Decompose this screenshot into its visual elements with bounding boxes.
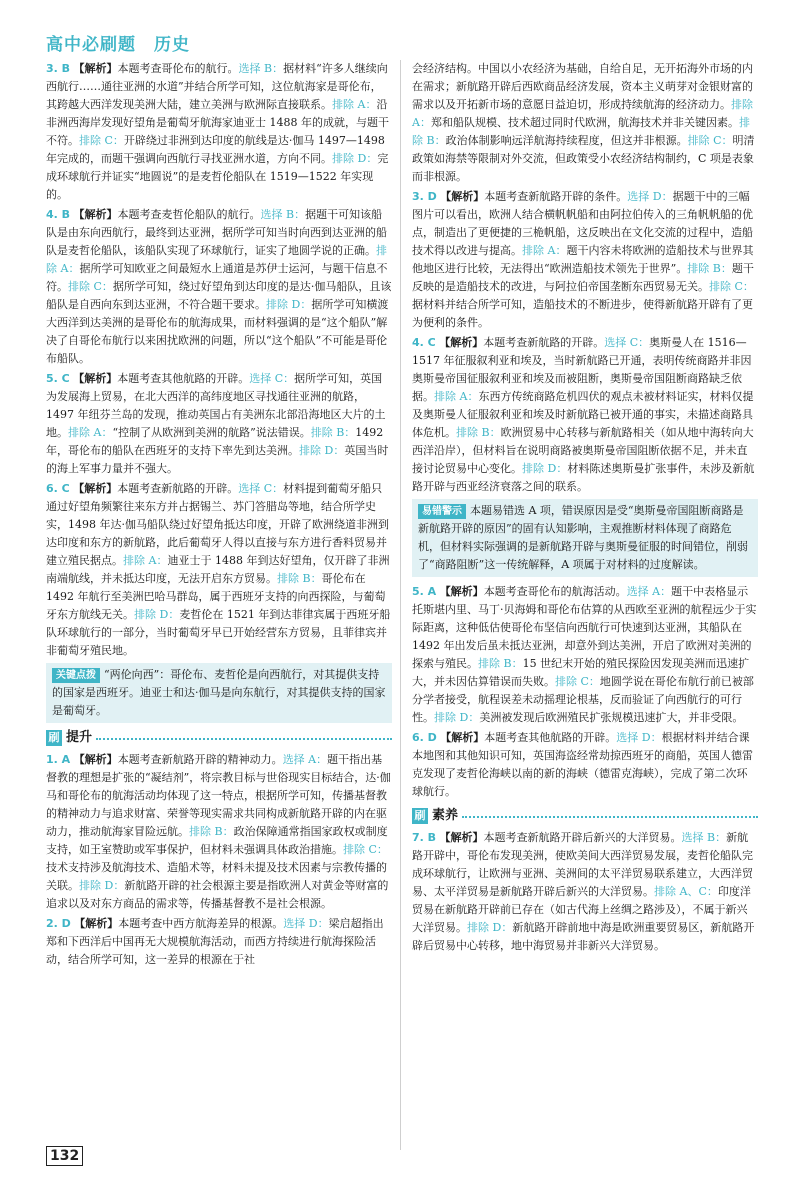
- answer-5: [46, 370, 392, 478]
- choice-label: 排除 D：: [434, 711, 480, 724]
- choice-label: 排除 A：: [434, 390, 479, 403]
- choice-label: 排除 A：: [332, 98, 377, 111]
- choice-label: 排除 D：: [134, 608, 180, 621]
- text: 本题考查新航路的开辟。: [117, 482, 239, 495]
- choice-label: 排除 D：: [332, 152, 378, 165]
- text: 据题干可知该船队是由东向西航行，最终到达亚洲，据所学可知当时向西到达亚洲的船队是麦哲伦船队，该船队实现了环球航行，证实了地圆学说的正确。: [46, 208, 387, 257]
- text: 欧洲贸易中心转移与新航路相关（如从地中海转向大西洋沿岸），但材料旨在说明商路被奥斯曼帝国阻断依据不足，并未直接讨论贸易中心变化。: [412, 426, 754, 475]
- text: 本题考查中西方航海差异的根源。: [118, 917, 284, 930]
- analysis-tag: 【解析】: [73, 482, 118, 495]
- brush-icon: 刷: [46, 730, 62, 746]
- text: 哥伦布在 1492 年航行至美洲巴哈马群岛，属于西班牙支持的向西探险，与葡萄牙东方航线无关。: [46, 572, 386, 621]
- text: 题干反映的是造船技术的改进，与阿拉伯帝国垄断东西贸易无关。: [412, 262, 754, 293]
- choice-label: 选择 B：: [238, 62, 284, 75]
- text: 据所学可知横渡大西洋到达美洲的是哥伦布的航海成果，而材料强调的是“这个船队”解决了自哥伦布航行以来困扰欧洲的问题，所以“这个船队”不可能是哥伦布船队。: [46, 298, 389, 365]
- text: 本题考查新航路开辟的精神动力。: [117, 753, 283, 766]
- answer-p7: [412, 829, 758, 955]
- answer-p3: [412, 188, 758, 332]
- text: 据所学可知，绕过好望角到达印度的是达·伽马船队，且该船队是自西向东到达亚洲，不符合题干要求。: [46, 280, 392, 311]
- choice-label: 排除 A：: [522, 244, 567, 257]
- text: 完成环球航行并证实“地圆说”的是麦哲伦船队在 1519—1522 年实现的。: [46, 152, 389, 201]
- text: 英国当时的海上军事力量并不强大。: [46, 444, 389, 475]
- question-number: 1. A: [46, 753, 71, 766]
- analysis-tag: 【解析】: [439, 336, 484, 349]
- choice-label: 排除 C：: [343, 843, 388, 856]
- choice-label: 选择 C：: [249, 372, 295, 385]
- analysis-tag: 【解析】: [439, 585, 484, 598]
- choice-label: 排除 B：: [277, 572, 322, 585]
- choice-label: 排除 D：: [522, 462, 568, 475]
- choice-label: 排除 D：: [79, 879, 125, 892]
- choice-label: 排除 C：: [68, 280, 113, 293]
- choice-label: 排除 A：: [123, 554, 168, 567]
- text: 新航路开辟前地中海是欧洲重要贸易区，新航路开辟后贸易中心转移，地中海贸易并非新兴大洋贸易。: [412, 921, 755, 952]
- choice-label: 排除 B：: [456, 426, 501, 439]
- text: 政治体制影响远洋航海持续程度，但这并非根源。: [445, 134, 688, 147]
- question-number: 5. C: [46, 372, 70, 385]
- answer-4: [46, 206, 392, 368]
- choice-label: 选择 A：: [626, 585, 672, 598]
- answer-p2: [46, 915, 392, 969]
- text: 新航路开辟中，哥伦布发现美洲，使欧美间大西洋贸易发展，麦哲伦船队完成环球航行，让欧洲与亚洲、美洲间的太平洋贸易联系建立，大西洋贸易、太平洋贸易是新航路开辟后新兴的大洋贸易。: [412, 831, 753, 898]
- text: 本题考查哥伦布的航海活动。: [483, 585, 627, 598]
- analysis-tag: 【解析】: [73, 372, 118, 385]
- choice-label: 排除 A：: [412, 98, 753, 129]
- text: 郑和船队规模、技术超过同时代欧洲，航海技术并非关键因素。: [430, 116, 739, 129]
- text: 政治保障通常指国家政权或制度支持，如王室赞助或军事保护，但材料未强调具体政治措施。: [46, 825, 388, 856]
- analysis-tag: 【解析】: [73, 753, 118, 766]
- key-tip-text: “两伦向西”：哥伦布、麦哲伦是向西航行，对其提供支持的国家是西班牙。迪亚士和达·伽马是向东航行，对其提供支持的国家是葡萄牙。: [52, 668, 386, 717]
- text: 本题考查新航路的开辟。: [483, 336, 605, 349]
- text: 本题考查其他航路的开辟。: [484, 731, 617, 744]
- section-header-suyang: [412, 807, 758, 825]
- analysis-tag: 【解析】: [74, 917, 119, 930]
- text: 材料提到葡萄牙船只通过好望角频繁往来东方并占据锡兰、苏门答腊岛等地，结合所学史实，1498 年达·伽马船队绕过好望角抵达印度，开辟了欧洲绕道非洲到达印度和东方的新航路，此后葡萄牙人得以直接与东方进行香料贸易并建立殖民据点。: [46, 482, 389, 567]
- question-number: 3. B: [46, 62, 71, 75]
- question-number: 7. B: [412, 831, 437, 844]
- section-title: 素养: [432, 808, 459, 823]
- text: 技术支持涉及航海技术、造船术等，材料未提及技术因素与宗教传播的关联。: [46, 861, 387, 892]
- text: 开辟绕过非洲到达印度的航线是达·伽马 1497—1498 年完成的，而题干强调向西航行寻找亚洲水道，方向不同。: [46, 134, 385, 165]
- question-number: 4. B: [46, 208, 71, 221]
- question-number: 3. D: [412, 190, 437, 203]
- text: 东西方传统商路危机四伏的观点未被材料证实，材料仅提及奥斯曼人征服叙利亚和埃及时新航路已被开通的事实，未描述商路具体危机。: [412, 390, 754, 439]
- warning-label: 易错警示: [418, 504, 466, 519]
- warning-box: [412, 499, 758, 577]
- text: 本题考查其他航路的开辟。: [117, 372, 250, 385]
- choice-label: 选择 A：: [282, 753, 328, 766]
- answer-6: [46, 480, 392, 660]
- text: 材料陈述奥斯曼扩张事件，未涉及新航路开辟与西亚经济衰落之间的联系。: [412, 462, 755, 493]
- question-number: 6. D: [412, 731, 437, 744]
- choice-label: 排除 C：: [709, 280, 754, 293]
- text: 题干中表格显示托斯堪内里、马丁·贝海姆和哥伦布估算的从西欧至亚洲的航程远少于实际距离，这种低估使哥伦布坚信向西航行可快速到达亚洲，其船队在 1492 年出发后虽未抵达亚洲，却意外到达美洲，开启了欧洲对美洲的探索与殖民。: [412, 585, 757, 670]
- choice-label: 排除 C：: [79, 134, 124, 147]
- key-tip-box: [46, 663, 392, 723]
- text: “控制了从欧洲到美洲的航路”说法错误。: [112, 426, 311, 439]
- choice-label: 排除 C：: [555, 675, 600, 688]
- text: 据所学可知，英国为发展海上贸易，在北大西洋的高纬度地区寻找通往亚洲的航路，1497 年纽芬兰岛的发现，推动英国占有美洲东北部沿海地区大片的土地。: [46, 372, 386, 439]
- text: 新航路开辟的社会根源主要是指欧洲人对黄金等财富的追求以及对东方商品的需求等，传播基督教不是社会根源。: [46, 879, 389, 910]
- choice-label: 选择 B：: [681, 831, 727, 844]
- text: 本题考查新航路开辟的条件。: [484, 190, 628, 203]
- text: 明清政策如海禁等限制对外交流，但政策受小农经济结构制约，C 项是表象而非根源。: [412, 134, 755, 183]
- text: 据所学可知欧亚之间最短水上通道是苏伊士运河，与题干信息不符。: [46, 262, 388, 293]
- answer-p2-continued: [412, 60, 758, 186]
- text: 麦哲伦在 1521 年到达菲律宾属于西班牙船队环球航行的一部分，当时葡萄牙早已开始经营东方贸易，且菲律宾并非葡萄牙殖民地。: [46, 608, 391, 657]
- answer-p1: [46, 751, 392, 913]
- choice-label: 排除 B：: [310, 426, 356, 439]
- brush-icon: 刷: [412, 808, 428, 824]
- choice-label: 排除 D：: [467, 921, 513, 934]
- choice-label: 排除 D：: [266, 298, 312, 311]
- answer-p4: [412, 334, 758, 496]
- analysis-tag: 【解析】: [439, 831, 484, 844]
- text: 据材料并结合所学可知，造船技术的不断进步，使得新航路开辟有了更为便利的条件。: [412, 298, 753, 329]
- text: 题干内容未将欧洲的造船技术与世界其他地区进行比较，无法得出“欧洲造船技术领先于世界”。: [412, 244, 754, 275]
- text: 根据材料并结合课本地图和其他知识可知，英国海盗经常劫掠西班牙的商船，英国人德雷克发现了麦哲伦海峡以南的新的海峡（德雷克海峡），完成了第二次环球航行。: [412, 731, 753, 798]
- analysis-tag: 【解析】: [73, 62, 118, 75]
- analysis-tag: 【解析】: [440, 731, 485, 744]
- choice-label: 选择 D：: [283, 917, 329, 930]
- question-number: 4. C: [412, 336, 436, 349]
- analysis-tag: 【解析】: [73, 208, 118, 221]
- text: 据材料“许多人继续向西航行……通往亚洲的水道”并结合所学可知，这位航海家是哥伦布，其跨越大西洋发现美洲大陆，建立美洲与欧洲际直接联系。: [46, 62, 388, 111]
- choice-label: 排除 B：: [412, 116, 750, 147]
- right-column: [412, 60, 758, 957]
- text: 据题干中的三幅图片可以看出，欧洲人结合横帆帆船和由阿拉伯传入的三角帆帆船的优点，制造出了更便捷的三桅帆船，这反映出在文化交流的过程中，造船技术得以改进与提高。: [412, 190, 753, 257]
- left-column: [46, 60, 392, 971]
- analysis-tag: 【解析】: [440, 190, 485, 203]
- choice-label: 排除 B：: [189, 825, 234, 838]
- choice-label: 选择 B：: [260, 208, 306, 221]
- section-header-tisheng: [46, 729, 392, 747]
- text: 本题考查麦哲伦船队的航行。: [117, 208, 261, 221]
- choice-label: 排除 C：: [687, 134, 733, 147]
- column-divider: [400, 60, 401, 1150]
- key-tip-label: 关键点拨: [52, 668, 100, 683]
- warning-text: 本题易错选 A 项，错误原因是受“奥斯曼帝国阻断商路是新航路开辟的原因”的固有认知影响，主观推断材料体现了商路危机，但材料实际强调的是新航路开辟与奥斯曼征服的时间错位，削弱了“商路阻断”这一传统解释，A 项属于对材料的过度解读。: [418, 504, 748, 571]
- choice-label: 排除 A：: [68, 426, 113, 439]
- text: 迪亚士于 1488 年到达好望角，仅开辟了非洲南端航线，并未抵达印度，无法开启东方贸易。: [46, 554, 390, 585]
- text: 印度洋贸易在新航路开辟前已存在（如古代海上丝绸之路涉及），不属于新兴大洋贸易。: [412, 885, 751, 934]
- choice-label: 选择 D：: [627, 190, 673, 203]
- answer-p6: [412, 729, 758, 801]
- text: 1492 年，哥伦布的船队在西班牙的支持下率先到达美洲。: [46, 426, 384, 457]
- text: 美洲被发现后欧洲殖民扩张规模迅速扩大，并非受限。: [479, 711, 744, 724]
- text: 沿非洲西海岸发现好望角是葡萄牙航海家迪亚士 1488 年的成就，与题干不符。: [46, 98, 389, 147]
- answer-p5: [412, 583, 758, 727]
- text: 本题考查哥伦布的航行。: [117, 62, 239, 75]
- text: 地圆学说在哥伦布航行前已被部分学者接受，航程误差未动摇理论根基，反而验证了向西航行的可行性。: [412, 675, 754, 724]
- choice-label: 选择 C：: [238, 482, 284, 495]
- choice-label: 排除 A、C：: [654, 885, 718, 898]
- text: 题干指出基督教的理想是扩张的“凝结剂”，将宗教目标与世俗现实目标结合，达·伽马和哥伦布的航海活动均体现了这一特点，根据所学可知，传播基督教的精神动力与追求财富、荣誉等现实需求共同构成新航路开辟的内在驱动力，推动航海家冒险远航。: [46, 753, 391, 838]
- choice-label: 选择 D：: [616, 731, 662, 744]
- text: 本题考查新航路开辟后新兴的大洋贸易。: [483, 831, 682, 844]
- text: 15 世纪末开始的殖民探险因发现美洲而迅速扩大，并未因估算错误而失败。: [412, 657, 750, 688]
- choice-label: 排除 B：: [687, 262, 732, 275]
- text: 奥斯曼人在 1516—1517 年征服叙利亚和埃及，当时新航路已开通，表明传统商路并非因奥斯曼帝国征服叙利亚和埃及而被阻断，奥斯曼帝国阻断商路缺乏依据。: [412, 336, 752, 403]
- choice-label: 排除 B：: [478, 657, 523, 670]
- dotted-rule: [96, 738, 392, 740]
- dotted-rule: [462, 816, 758, 818]
- choice-label: 排除 A：: [46, 244, 387, 275]
- section-title: 提升: [66, 730, 93, 745]
- running-header: 高中必刷题 历史: [46, 35, 190, 55]
- choice-label: 排除 D：: [299, 444, 345, 457]
- text: 梁启超指出郑和下西洋后中国再无大规模航海活动，而西方持续进行航海探险活动，结合所学可知，这一差异的根源在于社: [46, 917, 384, 966]
- question-number: 5. A: [412, 585, 437, 598]
- choice-label: 选择 C：: [604, 336, 650, 349]
- answer-3: [46, 60, 392, 204]
- question-number: 2. D: [46, 917, 71, 930]
- text: 会经济结构。中国以小农经济为基础，自给自足，无开拓海外市场的内在需求；新航路开辟后西欧商品经济发展，资本主义萌芽对金银财富的需求以及开拓新市场的意愿日益迫切，形成持续航海的经济动力。: [412, 62, 753, 111]
- question-number: 6. C: [46, 482, 70, 495]
- page-number: 132: [46, 1146, 83, 1166]
